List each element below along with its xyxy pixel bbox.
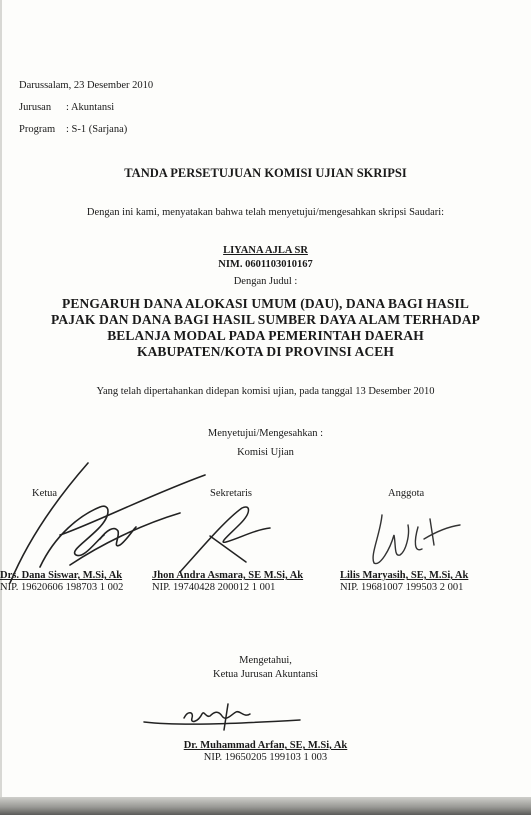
jurusan-label: Jurusan [19, 102, 52, 113]
signature-anggota [360, 505, 470, 575]
judul-label: Dengan Judul : [233, 276, 298, 287]
jurusan-value: : Akuntansi [66, 102, 115, 113]
scan-edge [0, 797, 531, 815]
head-name: Dr. Muhammad Arfan, SE, M.Si, Ak [183, 740, 348, 751]
program-label: Program [19, 124, 56, 135]
member-name-anggota: Lilis Maryasih, SE, M.Si, Ak [340, 570, 469, 581]
acknowledged-position: Ketua Jurusan Akuntansi [213, 669, 318, 680]
thesis-title-line: PAJAK DAN DANA BAGI HASIL SUMBER DAYA ALAM TERHADAP [51, 312, 480, 327]
thesis-title-line: BELANJA MODAL PADA PEMERINTAH DAERAH [107, 328, 424, 343]
place-date: Darussalam, 23 Desember 2010 [19, 80, 154, 91]
member-name-sekretaris: Jhon Andra Asmara, SE M.Si, Ak [152, 570, 304, 581]
approval-label: Menyetujui/Mengesahkan : [207, 428, 324, 439]
role-anggota: Anggota [388, 488, 425, 499]
page-edge [0, 0, 2, 815]
defended-text: Yang telah dipertahankan didepan komisi ujian, pada tanggal 13 Desember 2010 [96, 386, 435, 397]
student-name: LIYANA AJLA SR [223, 245, 308, 256]
member-nip-sekretaris: NIP. 19740428 200012 1 001 [152, 582, 276, 593]
member-name-ketua: Drs. Dana Siswar, M.Si, Ak [0, 570, 123, 581]
program-value: : S-1 (Sarjana) [66, 124, 128, 135]
role-ketua: Ketua [32, 488, 58, 499]
role-sekretaris: Sekretaris [210, 488, 252, 499]
signature-ketua-jurusan [140, 700, 310, 740]
thesis-title-line: KABUPATEN/KOTA DI PROVINSI ACEH [136, 344, 394, 359]
thesis-title-line: PENGARUH DANA ALOKASI UMUM (DAU), DANA BAGI HASIL [62, 296, 469, 311]
member-nip-anggota: NIP. 19681007 199503 2 001 [340, 582, 464, 593]
acknowledged-label: Mengetahui, [239, 655, 292, 666]
intro-text: Dengan ini kami, menyatakan bahwa telah menyetujui/mengesahkan skripsi Saudari: [86, 207, 445, 218]
student-nim: NIM. 0601103010167 [218, 259, 313, 270]
member-nip-ketua: NIP. 19620606 198703 1 002 [0, 582, 124, 593]
committee-label: Komisi Ujian [237, 447, 294, 458]
signature-sekretaris [170, 500, 280, 580]
head-nip: NIP. 19650205 199103 1 003 [203, 752, 328, 763]
document-title: TANDA PERSETUJUAN KOMISI UJIAN SKRIPSI [124, 166, 407, 180]
